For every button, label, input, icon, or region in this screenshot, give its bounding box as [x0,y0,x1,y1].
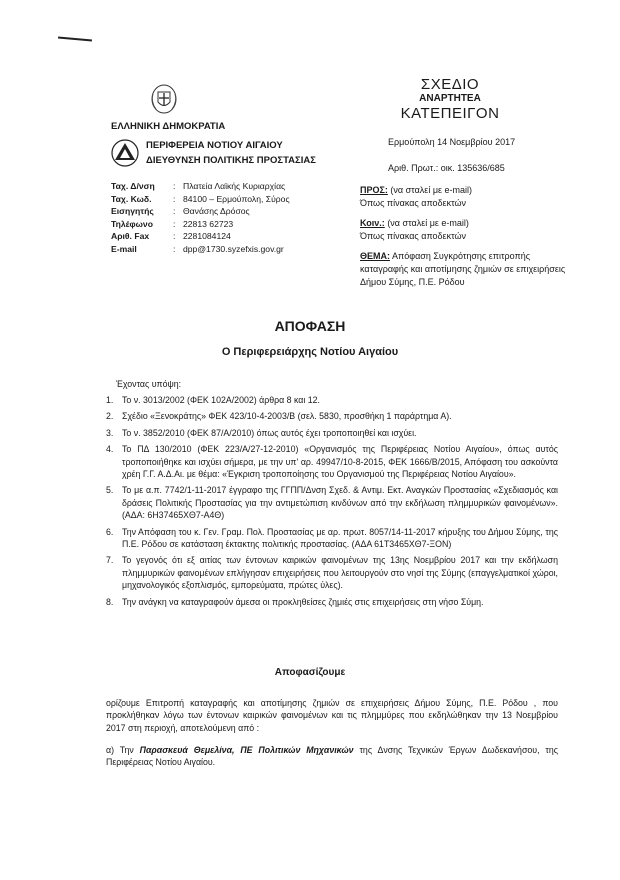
draft-stamp [385,76,515,122]
considering-label: Έχοντας υπόψη: [116,379,182,389]
list-item: 4. Το ΠΔ 130/2010 (ΦΕΚ 223/Α/27-12-2010) «Οργανισμός της Περιφέρειας Νοτίου Αιγαίου», όπως αυτός τροποποιήθηκε και ισχύει σήμερα, με την υπ' αρ. 49947/10-8-2015, ΦΕΚ 1666/Β/2015, Απόφαση του ασκούντα χρέη Γ.Γ. Α.Δ.Αι. με θέμα: «Έγκριση τροποποίησης του Οργανισμού της Περιφέρειας Νοτίου Αιγαίου». [106,444,558,480]
contact-row: Ταχ. Δ/νση : Πλατεία Λαϊκής Κυριαρχίας [111,181,286,191]
contact-row: Τηλέφωνο : 22813 62723 [111,218,234,229]
subject-label: ΘΕΜΑ: [360,251,390,261]
cc-label: Κοιν.: [360,218,385,228]
considerations-list [106,394,558,612]
document-date: Ερμούπολη 14 Νοεμβρίου 2017 [388,137,516,147]
list-item: 8. Την ανάγκη να καταγραφούν άμεσα οι προκληθείσες ζημιές στις επιχειρήσεις στη νήσο Σύμη. [106,596,484,607]
member-a: α) Την Παρασκευά Θεμελίνα, ΠΕ Πολιτικών Μηχανικών της Δνσης Τεχνικών Έργων Δωδεκανήσου, της Περιφέρειας Νοτίου Αιγαίου. [106,745,559,768]
to-label: ΠΡΟΣ: [360,185,388,195]
recipients-to: ΠΡΟΣ: (να σταλεί με e-mail) Όπως πίνακας αποδεκτών [360,185,473,208]
country-name: ΕΛΛΗΝΙΚΗ ΔΗΜΟΚΡΑΤΙΑ [111,121,226,132]
urgent-label: ΚΑΤΕΠΕΙΓΟΝ [400,105,500,122]
contact-row: E-mail : dpp@1730.syzefxis.gov.gr [111,243,284,254]
contact-block [111,180,341,255]
we-decide-heading: Αποφασίζουμε [274,667,346,678]
region-name: ΠΕΡΙΦΕΡΕΙΑ ΝΟΤΙΟΥ ΑΙΓΑΙΟΥ [146,140,283,151]
civil-protection-logo-icon [111,139,139,167]
list-item: 3. Το ν. 3852/2010 (ΦΕΚ 87/Α/2010) όπως αυτός έχει τροποποιηθεί και ισχύει. [106,427,417,438]
contact-row: Ταχ. Κωδ. : 84100 – Ερμούπολη, Σύρος [111,193,290,204]
greek-coat-of-arms-icon [150,82,178,114]
draft-label: ΣΧΕΔΙΟ [420,76,480,93]
recipients-cc: Κοιν.: (να σταλεί με e-mail) Όπως πίνακας αποδεκτών [360,218,469,241]
subject-block [360,250,568,289]
list-item: 1. Το ν. 3013/2002 (ΦΕΚ 102Α/2002) άρθρα 8 και 12. [106,395,320,405]
protocol-number: Αριθ. Πρωτ.: οικ. 135636/685 [388,163,505,173]
posted-label: ΑΝΑΡΤΗΤΕΑ [419,93,481,104]
contact-row: Αριθ. Fax : 2281084124 [111,231,231,241]
contact-row: Εισηγητής : Θανάσης Δρόσος [111,206,250,216]
list-item: 5. Το με α.π. 7742/1-11-2017 έγγραφο της ΓΓΠΠ/Δνση Σχεδ. & Αντιμ. Εκτ. Αναγκών Προστασίας «Σχεδιασμός και δράσεις Πολιτικής Προστασίας για την αντιμετώπιση κινδύνων από την εκδήλωση πλημμυρικών φαινομένων». (ΑΔΑ: 6Η37465ΧΘ7-Α4Θ) [106,485,558,521]
authority-title: Ο Περιφερειάρχης Νοτίου Αιγαίου [221,346,399,358]
list-item: 7. Το γεγονός ότι εξ αιτίας των έντονων καιρικών φαινομένων της 13ης Νοεμβρίου 2017 και την εκδήλωση πλημμυρικών φαινομένων επλήγησαν επιχειρήσεις που λειτουργούν στο νησί της Σύμης (επαγγελματικοί χώροι, μηχανολογικός εξοπλισμός, εμπορεύματα, πρώτες ύλες). [106,555,558,591]
pen-mark [58,37,92,42]
directorate-name: ΔΙΕΥΘΥΝΣΗ ΠΟΛΙΤΙΚΗΣ ΠΡΟΣΤΑΣΙΑΣ [146,155,316,166]
decision-title: ΑΠΟΦΑΣΗ [274,318,346,334]
member-a-name: Παρασκευά Θεμελίνα, ΠΕ Πολιτικών Μηχανικών [139,745,354,755]
decision-paragraph: ορίζουμε Επιτροπή καταγραφής και αποτίμησης ζημιών σε επιχειρήσεις Δήμου Σύμης, Π.Ε. Ρόδου , που προκλήθηκαν λόγω των έντονων καιρικών φαινομένων και τις πλημμύρες που εκδηλώθηκαν την 13 Νοεμβρίου 2017 στη περιοχή, αποτελούμενη από : [106,698,558,733]
list-item: 6. Την Απόφαση του κ. Γεν. Γραμ. Πολ. Προστασίας με αρ. πρωτ. 8057/14-11-2017 κήρυξης του Δήμου Σύμης, της Π.Ε. Ρόδου σε κατάσταση έκτακτης πολιτικής προστασίας. (ΑΔΑ 61Τ3465ΧΘ7-ΞΟΝ) [106,526,558,550]
list-item: 2. Σχέδιο «Ξενοκράτης» ΦΕΚ 423/10-4-2003/Β (σελ. 5830, προσθήκη 1 παράρτημα Α). [106,411,452,422]
subject-text: Απόφαση Συγκρότησης επιτροπής καταγραφής και αποτίμησης ζημιών σε επιχειρήσεις Δήμου Σύμης, Π.Ε. Ρόδου [360,251,566,287]
